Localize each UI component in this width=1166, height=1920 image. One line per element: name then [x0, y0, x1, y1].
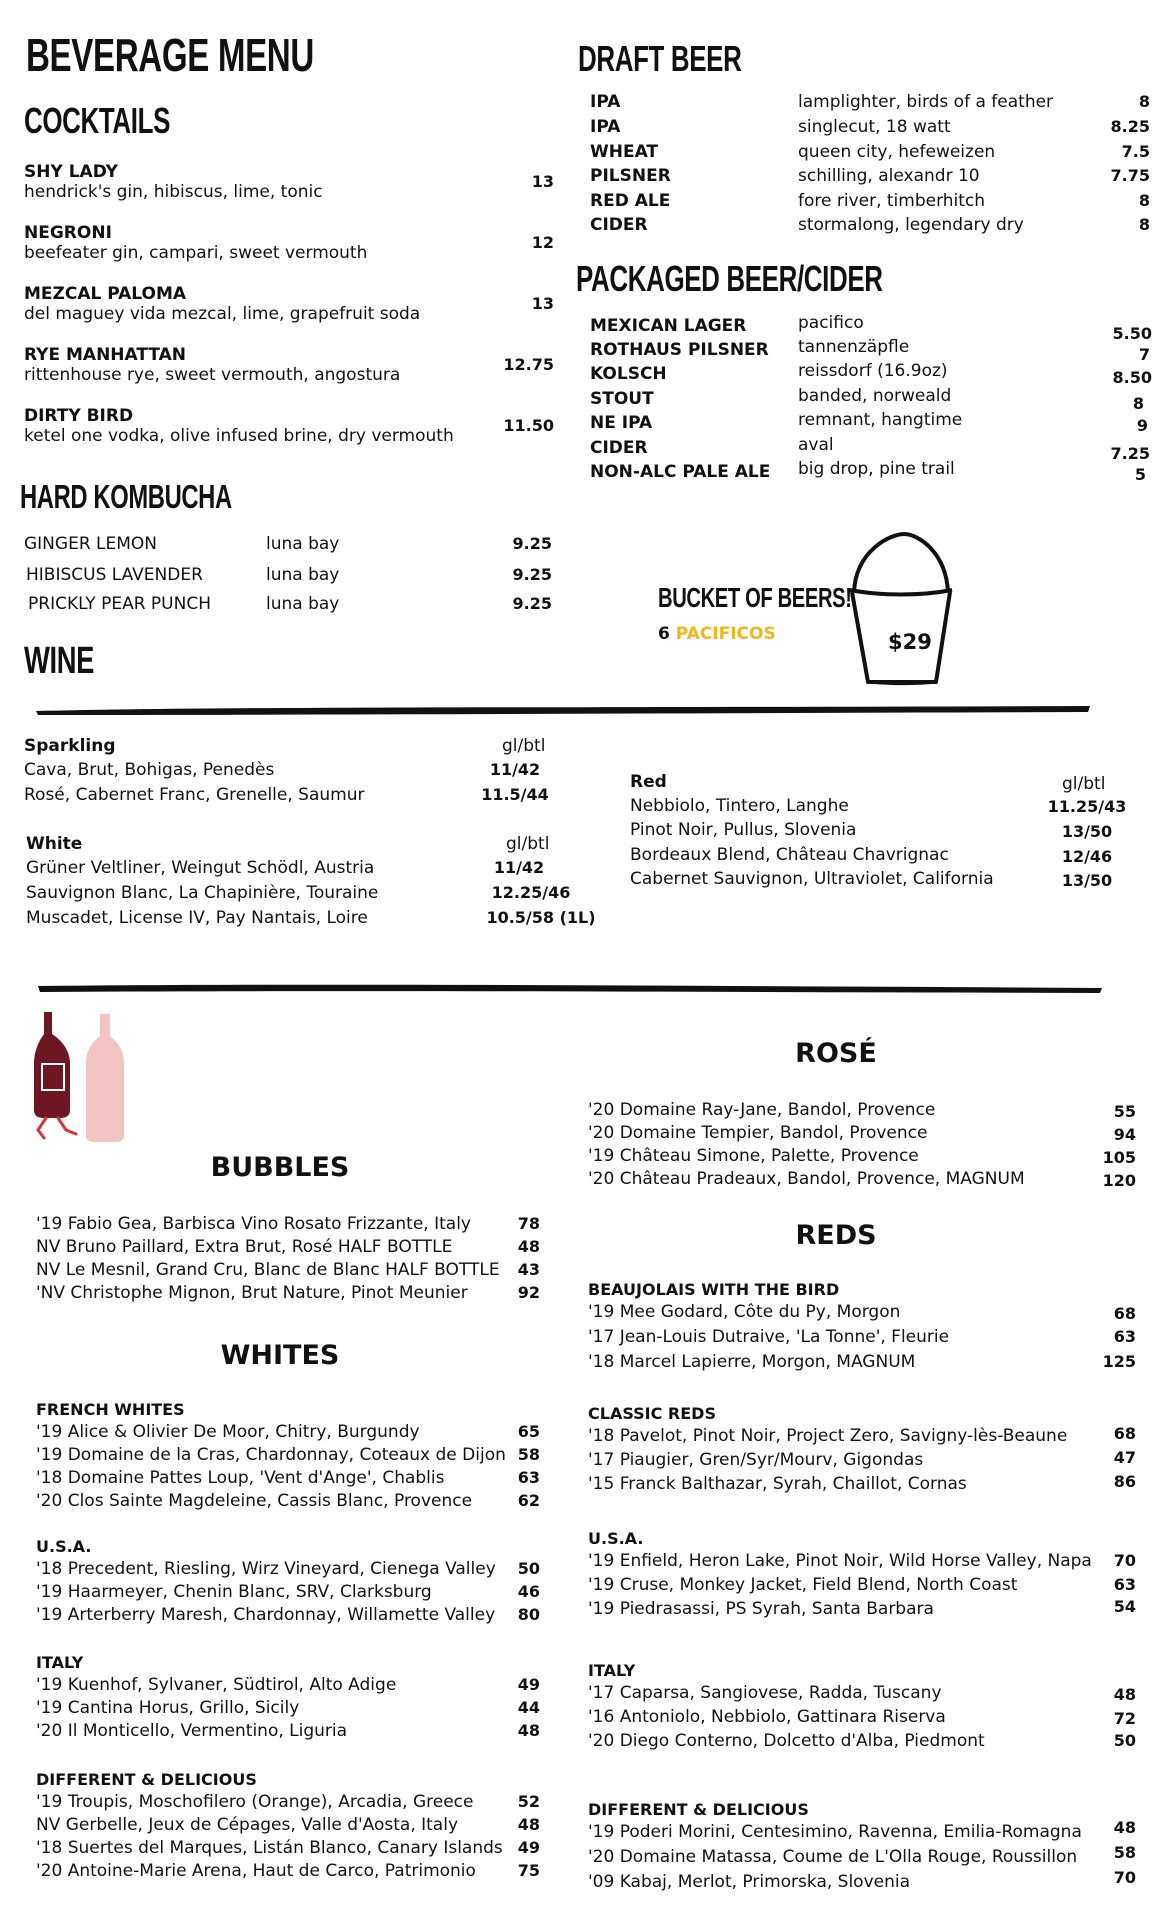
- cocktail-price: 12: [531, 233, 554, 252]
- list-item: [36, 1237, 540, 1261]
- wine-price: 49: [517, 1838, 540, 1857]
- beer-style: CIDER: [590, 438, 648, 458]
- beer-style: CIDER: [590, 215, 648, 235]
- list-item: [36, 1675, 540, 1699]
- wine-heading: WINE: [24, 640, 94, 682]
- group-label: U.S.A.: [588, 1529, 644, 1548]
- list-item: [588, 1599, 1136, 1623]
- list-item: [590, 191, 1150, 215]
- bucket-heading: BUCKET OF BEERS!: [658, 582, 852, 613]
- bubbles-heading: BUBBLES: [210, 1152, 350, 1183]
- list-item: [24, 162, 554, 202]
- list-item: [588, 1868, 1136, 1896]
- reds-group-usa: [588, 1529, 1136, 1619]
- packaged-heading: PACKAGED BEER/CIDER: [576, 258, 883, 299]
- wine-price: 78: [517, 1214, 540, 1233]
- wine-price: 44: [517, 1698, 540, 1717]
- group-label: U.S.A.: [36, 1537, 92, 1556]
- list-item: [588, 1818, 1136, 1846]
- list-item: [24, 345, 554, 385]
- reds-heading: REDS: [795, 1220, 877, 1251]
- wine-name: '19 Troupis, Moschofilero (Orange), Arcadia, Greece: [36, 1792, 474, 1812]
- wine-price: 70: [1113, 1868, 1136, 1887]
- wine-name: Sauvignon Blanc, La Chapinière, Touraine: [26, 883, 379, 903]
- list-item: [590, 92, 1150, 116]
- reds-group-italy: [588, 1661, 1136, 1751]
- beer-desc: lamplighter, birds of a feather: [798, 92, 1054, 112]
- wine-name: '17 Jean-Louis Dutraive, 'La Tonne', Fleurie: [588, 1327, 950, 1347]
- wine-price: 47: [1113, 1448, 1136, 1467]
- wine-name: '19 Piedrasassi, PS Syrah, Santa Barbara: [588, 1599, 934, 1619]
- reds-group-classic: [588, 1404, 1136, 1494]
- wine-price: 11.5/44: [481, 785, 549, 804]
- wine-name: NV Gerbelle, Jeux de Cépages, Valle d'Aosta, Italy: [36, 1815, 459, 1835]
- wine-price: 55: [1113, 1102, 1136, 1121]
- list-item: [588, 1352, 1136, 1376]
- wine-price: 92: [517, 1283, 540, 1302]
- wine-price: 105: [1102, 1148, 1136, 1167]
- beer-style: ROTHAUS PILSNER: [590, 340, 769, 360]
- beer-price: 7: [1138, 345, 1150, 364]
- beer-desc: queen city, hefeweizen: [798, 142, 996, 162]
- beer-price: 8: [1138, 191, 1150, 210]
- list-item: [36, 1214, 540, 1238]
- wine-name: 'NV Christophe Mignon, Brut Nature, Pinot Meunier: [36, 1283, 468, 1303]
- beer-desc: reissdorf (16.9oz): [798, 361, 948, 381]
- cocktail-desc: beefeater gin, campari, sweet vermouth: [24, 243, 368, 263]
- beer-desc: aval: [798, 435, 834, 455]
- beer-price: 7.25: [1110, 444, 1150, 463]
- wine-name: Nebbiolo, Tintero, Langhe: [630, 796, 849, 816]
- wine-price: 80: [517, 1605, 540, 1624]
- wine-price: 11.25/43: [1047, 797, 1127, 816]
- cocktail-name: DIRTY BIRD: [24, 406, 134, 426]
- list-item: [36, 1422, 540, 1446]
- wine-price: 54: [1113, 1597, 1136, 1616]
- kombucha-price: 9.25: [512, 594, 552, 613]
- beer-desc: pacifico: [798, 313, 864, 333]
- list-item: [36, 1815, 540, 1839]
- cocktail-desc: del maguey vida mezcal, lime, grapefruit soda: [24, 304, 421, 324]
- list-item: [588, 1426, 1136, 1450]
- group-label: ITALY: [36, 1653, 84, 1672]
- wine-price: 13/50: [1061, 871, 1113, 890]
- kombucha-brand: luna bay: [266, 534, 340, 554]
- list-item: [36, 1792, 540, 1816]
- wine-name: '18 Domaine Pattes Loup, 'Vent d'Ange', Chablis: [36, 1468, 445, 1488]
- draft-beer-heading: DRAFT BEER: [578, 38, 742, 79]
- cocktail-price: 13: [531, 294, 554, 313]
- whites-group-french: [36, 1400, 540, 1511]
- wine-price: 75: [517, 1861, 540, 1880]
- list-item: [36, 1260, 540, 1284]
- list-item: [36, 1721, 540, 1745]
- wine-name: '18 Suertes del Marques, Listán Blanco, Canary Islands: [36, 1838, 503, 1858]
- wine-name: '18 Marcel Lapierre, Morgon, MAGNUM: [588, 1352, 916, 1372]
- beer-style: STOUT: [590, 389, 654, 409]
- glbtl-label: gl/btl: [502, 736, 546, 756]
- cocktail-name: MEZCAL PALOMA: [24, 284, 187, 304]
- list-item: [588, 1707, 1136, 1731]
- sparkling-label: Sparkling: [24, 736, 116, 756]
- beer-price: 9: [1136, 416, 1148, 435]
- wine-name: NV Le Mesnil, Grand Cru, Blanc de Blanc HALF BOTTLE: [36, 1260, 500, 1280]
- wine-name: '20 Clos Sainte Magdeleine, Cassis Blanc, Provence: [36, 1491, 473, 1511]
- cocktail-price: 12.75: [503, 355, 554, 374]
- wine-name: '19 Mee Godard, Côte du Py, Morgon: [588, 1302, 901, 1322]
- list-item: [36, 1445, 540, 1469]
- wine-price: 125: [1102, 1352, 1136, 1371]
- list-item: [588, 1169, 1136, 1193]
- beer-style: MEXICAN LAGER: [590, 316, 747, 336]
- list-item: [24, 534, 552, 558]
- beer-price: 5.50: [1112, 324, 1152, 343]
- beer-style: RED ALE: [590, 191, 671, 211]
- beer-price: 8: [1132, 394, 1144, 413]
- list-item: [36, 1283, 540, 1307]
- wine-price: 65: [517, 1422, 540, 1441]
- wine-price: 63: [1113, 1327, 1136, 1346]
- reds-group-different: [588, 1800, 1136, 1892]
- wine-price: 50: [1113, 1731, 1136, 1750]
- list-item: [588, 1474, 1136, 1498]
- reds-group-beaujolais: [588, 1280, 1136, 1372]
- wine-price: 48: [517, 1721, 540, 1740]
- list-item: [588, 1843, 1136, 1871]
- wine-name: Grüner Veltliner, Weingut Schödl, Austria: [26, 858, 375, 878]
- beer-desc: singlecut, 18 watt: [798, 117, 951, 137]
- divider-brush-2: [36, 980, 1106, 996]
- bucket-price: $29: [888, 630, 932, 654]
- beer-price: 7.75: [1110, 166, 1150, 185]
- wine-name: NV Bruno Paillard, Extra Brut, Rosé HALF BOTTLE: [36, 1237, 453, 1257]
- wine-price: 48: [1113, 1818, 1136, 1837]
- wine-price: 63: [1113, 1575, 1136, 1594]
- cocktail-desc: ketel one vodka, olive infused brine, dry vermouth: [24, 426, 454, 446]
- whites-heading: WHITES: [220, 1340, 340, 1371]
- wine-name: '16 Antoniolo, Nebbiolo, Gattinara Riserva: [588, 1707, 946, 1727]
- wine-name: '20 Domaine Matassa, Coume de L'Olla Rouge, Roussillon: [588, 1847, 1078, 1867]
- wine-price: 11/42: [493, 858, 545, 877]
- group-label: FRENCH WHITES: [36, 1400, 185, 1419]
- wine-price: 70: [1113, 1551, 1136, 1570]
- wine-price: 50: [517, 1559, 540, 1578]
- page-title: BEVERAGE MENU: [26, 29, 314, 81]
- rose-heading: ROSÉ: [795, 1038, 877, 1069]
- beer-style: PILSNER: [590, 166, 671, 186]
- wine-price: 10.5/58 (1L): [486, 908, 596, 927]
- wine-name: '19 Haarmeyer, Chenin Blanc, SRV, Clarksburg: [36, 1582, 432, 1602]
- cocktail-name: NEGRONI: [24, 223, 112, 243]
- list-item: [36, 1698, 540, 1722]
- wine-name: '20 Domaine Tempier, Bandol, Provence: [588, 1123, 928, 1143]
- red-label: Red: [630, 772, 667, 792]
- kombucha-heading: HARD KOMBUCHA: [20, 478, 232, 515]
- beer-desc: banded, norweald: [798, 386, 952, 406]
- list-item: [24, 594, 552, 618]
- white-label: White: [26, 834, 83, 854]
- cocktail-price: 11.50: [503, 416, 554, 435]
- wine-price: 68: [1113, 1304, 1136, 1323]
- cocktails-heading: COCKTAILS: [24, 100, 171, 141]
- wine-name: '17 Piaugier, Gren/Syr/Mourv, Gigondas: [588, 1450, 924, 1470]
- wine-name: '20 Il Monticello, Vermentino, Liguria: [36, 1721, 348, 1741]
- wine-name: '19 Fabio Gea, Barbisca Vino Rosato Frizzante, Italy: [36, 1214, 471, 1234]
- wine-name: Bordeaux Blend, Château Chavrignac: [630, 845, 949, 865]
- beer-style: KOLSCH: [590, 364, 667, 384]
- beer-style: NE IPA: [590, 413, 653, 433]
- beer-price: 8: [1138, 215, 1150, 234]
- wine-name: Cava, Brut, Bohigas, Penedès: [24, 760, 275, 780]
- wine-name: Cabernet Sauvignon, Ultraviolet, California: [630, 869, 994, 889]
- wine-price: 46: [517, 1582, 540, 1601]
- beer-desc: tannenzäpfle: [798, 337, 910, 357]
- beer-price: 8: [1138, 92, 1150, 111]
- wine-price: 13/50: [1061, 822, 1113, 841]
- list-item: [24, 565, 552, 589]
- cocktail-name: RYE MANHATTAN: [24, 345, 187, 365]
- wine-name: '20 Domaine Ray-Jane, Bandol, Provence: [588, 1100, 936, 1120]
- wine-name: '19 Cruse, Monkey Jacket, Field Blend, North Coast: [588, 1575, 1018, 1595]
- list-item: [588, 1123, 1136, 1147]
- wine-name: '18 Pavelot, Pinot Noir, Project Zero, Savigny-lès-Beaune: [588, 1426, 1068, 1446]
- wine-name: '19 Domaine de la Cras, Chardonnay, Coteaux de Dijon: [36, 1445, 506, 1465]
- beer-desc: remnant, hangtime: [798, 410, 963, 430]
- beer-desc: big drop, pine trail: [798, 459, 955, 479]
- cocktail-price: 13: [531, 172, 554, 191]
- beer-style: NON-ALC PALE ALE: [590, 462, 771, 482]
- list-item: [24, 284, 554, 324]
- list-item: [36, 1838, 540, 1862]
- wine-name: '19 Poderi Morini, Centesimino, Ravenna, Emilia-Romagna: [588, 1822, 1082, 1842]
- beer-desc: schilling, alexandr 10: [798, 166, 980, 186]
- beer-style: WHEAT: [590, 142, 659, 162]
- wine-bottles-icon: [34, 1008, 134, 1148]
- list-item: [24, 406, 554, 446]
- list-item: [590, 215, 1150, 239]
- wine-price: 58: [517, 1445, 540, 1464]
- bucket-icon: [846, 532, 956, 687]
- list-item: [588, 1146, 1136, 1170]
- whites-group-different: [36, 1770, 540, 1881]
- wine-price: 11/42: [489, 760, 541, 779]
- list-item: [36, 1605, 540, 1629]
- list-item: [588, 1575, 1136, 1599]
- cocktail-desc: rittenhouse rye, sweet vermouth, angostura: [24, 365, 401, 385]
- bucket-count: 6: [658, 624, 670, 644]
- list-item: [588, 1551, 1136, 1575]
- glbtl-label: gl/btl: [506, 834, 550, 854]
- wine-name: '19 Kuenhof, Sylvaner, Südtirol, Alto Adige: [36, 1675, 397, 1695]
- bucket-offer: [658, 624, 776, 644]
- wine-name: Pinot Noir, Pullus, Slovenia: [630, 820, 857, 840]
- divider-brush-1: [34, 702, 1094, 718]
- wine-price: 49: [517, 1675, 540, 1694]
- wine-price: 12/46: [1061, 847, 1113, 866]
- wine-price: 48: [517, 1237, 540, 1256]
- wine-price: 120: [1102, 1171, 1136, 1190]
- wine-price: 72: [1113, 1709, 1136, 1728]
- wine-price: 12.25/46: [491, 883, 571, 902]
- wine-name: '19 Arterberry Maresh, Chardonnay, Willamette Valley: [36, 1605, 496, 1625]
- wine-name: Rosé, Cabernet Franc, Grenelle, Saumur: [24, 785, 365, 805]
- glbtl-label: gl/btl: [1062, 774, 1106, 794]
- wine-price: 94: [1113, 1125, 1136, 1144]
- beer-style: IPA: [590, 92, 621, 112]
- wine-price: 58: [1113, 1843, 1136, 1862]
- list-item: [590, 142, 1150, 166]
- bucket-label: PACIFICOS: [675, 624, 776, 644]
- list-item: [36, 1861, 540, 1885]
- wine-name: '19 Alice & Olivier De Moor, Chitry, Burgundy: [36, 1422, 420, 1442]
- whites-group-italy: [36, 1653, 540, 1741]
- list-item: [588, 1327, 1136, 1351]
- cocktail-desc: hendrick's gin, hibiscus, lime, tonic: [24, 182, 323, 202]
- wine-price: 43: [517, 1260, 540, 1279]
- list-item: [36, 1582, 540, 1606]
- list-item: [588, 1100, 1136, 1124]
- whites-group-usa: [36, 1537, 540, 1625]
- beer-price: 8.50: [1112, 368, 1152, 387]
- wine-price: 48: [1113, 1685, 1136, 1704]
- wine-price: 48: [517, 1815, 540, 1834]
- list-item: [590, 117, 1150, 141]
- kombucha-name: PRICKLY PEAR PUNCH: [28, 594, 211, 614]
- wine-name: '19 Cantina Horus, Grillo, Sicily: [36, 1698, 300, 1718]
- beer-style: IPA: [590, 117, 621, 137]
- list-item: [36, 1468, 540, 1492]
- wine-name: '19 Enfield, Heron Lake, Pinot Noir, Wild Horse Valley, Napa: [588, 1551, 1092, 1571]
- kombucha-price: 9.25: [512, 565, 552, 584]
- list-item: [36, 1491, 540, 1515]
- group-label: BEAUJOLAIS WITH THE BIRD: [588, 1280, 840, 1299]
- group-label: DIFFERENT & DELICIOUS: [36, 1770, 257, 1789]
- group-label: ITALY: [588, 1661, 636, 1680]
- list-item: [36, 1559, 540, 1583]
- beer-desc: stormalong, legendary dry: [798, 215, 1024, 235]
- wine-name: '19 Château Simone, Palette, Provence: [588, 1146, 919, 1166]
- wine-name: '20 Château Pradeaux, Bandol, Provence, MAGNUM: [588, 1169, 1025, 1189]
- list-item: [24, 223, 554, 263]
- wine-price: 68: [1113, 1424, 1136, 1443]
- wine-price: 52: [517, 1792, 540, 1811]
- wine-name: '15 Franck Balthazar, Syrah, Chaillot, Cornas: [588, 1474, 967, 1494]
- beer-price: 7.5: [1121, 142, 1150, 161]
- wine-name: '18 Precedent, Riesling, Wirz Vineyard, Cienega Valley: [36, 1559, 496, 1579]
- kombucha-brand: luna bay: [266, 594, 340, 614]
- list-item: [588, 1302, 1136, 1326]
- wine-name: '20 Antoine-Marie Arena, Haut de Carco, Patrimonio: [36, 1861, 476, 1881]
- list-item: [588, 1450, 1136, 1474]
- wine-name: '09 Kabaj, Merlot, Primorska, Slovenia: [588, 1872, 911, 1892]
- group-label: CLASSIC REDS: [588, 1404, 716, 1423]
- list-item: [588, 1683, 1136, 1707]
- beer-price: 8.25: [1110, 117, 1150, 136]
- kombucha-brand: luna bay: [266, 565, 340, 585]
- wine-price: 86: [1113, 1472, 1136, 1491]
- beer-desc: fore river, timberhitch: [798, 191, 986, 211]
- kombucha-price: 9.25: [512, 534, 552, 553]
- list-item: [590, 166, 1150, 190]
- wine-name: '17 Caparsa, Sangiovese, Radda, Tuscany: [588, 1683, 942, 1703]
- kombucha-name: GINGER LEMON: [24, 534, 158, 554]
- wine-name: Muscadet, License IV, Pay Nantais, Loire: [26, 908, 368, 928]
- cocktail-name: SHY LADY: [24, 162, 118, 182]
- beer-price: 5: [1134, 465, 1146, 484]
- wine-price: 62: [517, 1491, 540, 1510]
- group-label: DIFFERENT & DELICIOUS: [588, 1800, 809, 1819]
- kombucha-name: HIBISCUS LAVENDER: [26, 565, 203, 585]
- wine-name: '20 Diego Conterno, Dolcetto d'Alba, Piedmont: [588, 1731, 985, 1751]
- wine-price: 63: [517, 1468, 540, 1487]
- list-item: [588, 1731, 1136, 1755]
